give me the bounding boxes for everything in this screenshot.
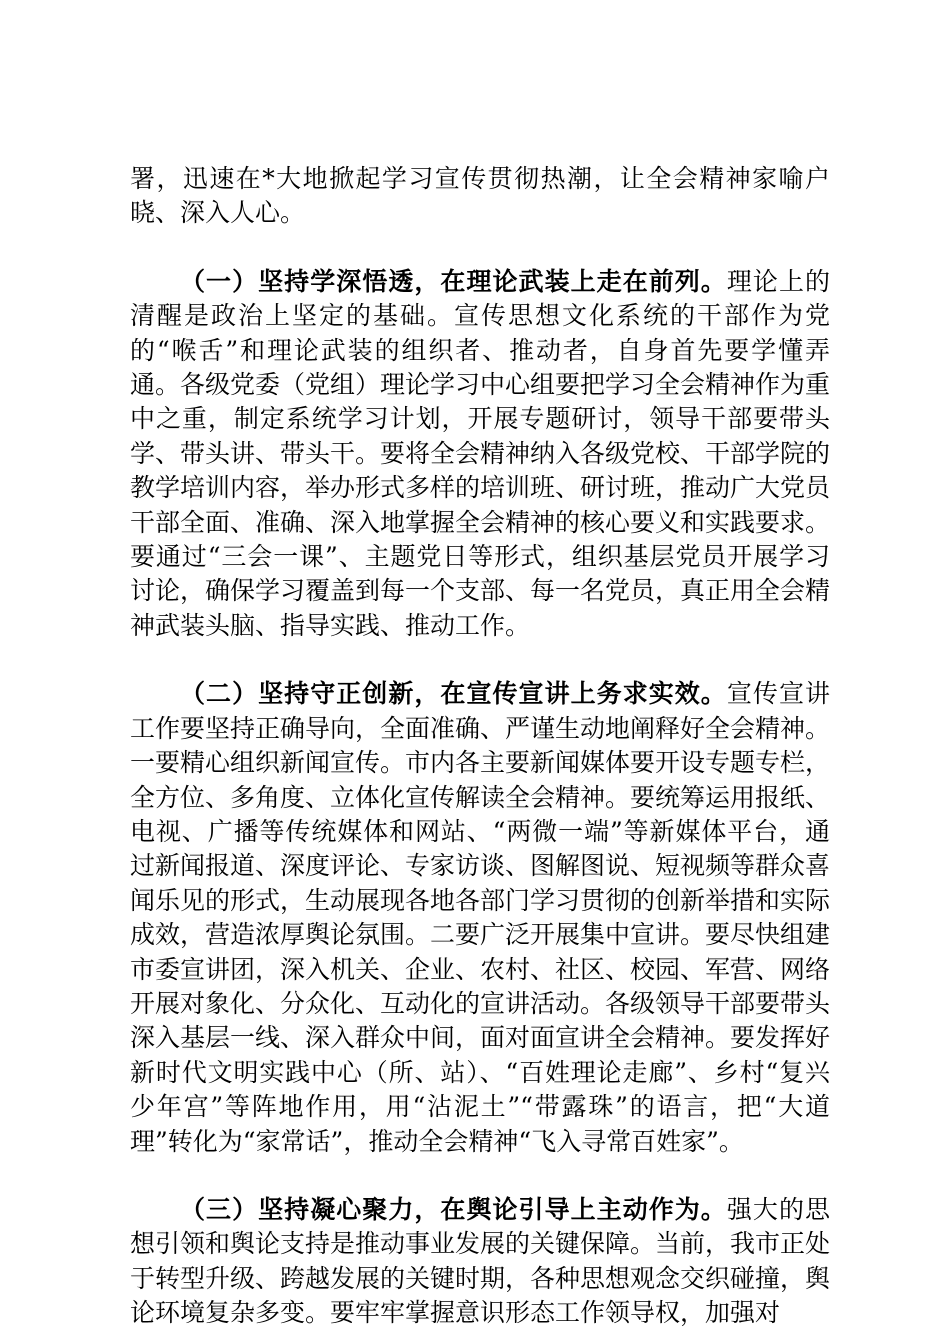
section-heading-2: （二）坚持守正创新，在宣传宣讲上务求实效。 <box>180 679 727 709</box>
paragraph-text: 强大的思想引领和舆论支持是推动事业发展的关键保障。当前，我市正处于转型升级、跨越发展的关键时期，各种思想观念交织碰撞，舆论环境复杂多变。要牢牢掌握意识形态工作领导权，加强对 <box>130 1194 831 1328</box>
paragraph-text: 宣传宣讲工作要坚持正确导向，全面准确、严谨生动地阐释好全会精神。一要精心组织新闻宣传。市内各主要新闻媒体要开设专题专栏，全方位、多角度、立体化宣传解读全会精神。要统筹运用报纸、电视、广播等传统媒体和网站、“两微一端”等新媒体平台，通过新闻报道、深度评论、专家访谈、图解图说、短视频等群众喜闻乐见的形式，生动展现各地各部门学习贯彻的创新举措和实际成效，营造浓厚舆论氛围。二要广泛开展集中宣讲。要尽快组建市委宣讲团，深入机关、企业、农村、社区、校园、军营、网络开展对象化、分众化、互动化的宣讲活动。各级领导干部要带头深入基层一线、深入群众中间，面对面宣讲全会精神。要发挥好新时代文明实践中心（所、站）、“百姓理论走廊”、乡村“复兴少年宫”等阵地作用，用“沾泥土”“带露珠”的语言，把“大道理”转化为“家常话”，推动全会精神“飞入寻常百姓家”。 <box>130 679 831 1156</box>
section-heading-1: （一）坚持学深悟透，在理论武装上走在前列。 <box>180 266 727 296</box>
paragraph-text: 理论上的清醒是政治上坚定的基础。宣传思想文化系统的干部作为党的“喉舌”和理论武装的组织者、推动者，自身首先要学懂弄通。各级党委（党组）理论学习中心组要把学习全会精神作为重中之重，制定系统学习计划，开展专题研讨，领导干部要带头学、带头讲、带头干。要将全会精神纳入各级党校、干部学院的教学培训内容，举办形式多样的培训班、研讨班，推动广大党员干部全面、准确、深入地掌握全会精神的核心要义和实践要求。要通过“三会一课”、主题党日等形式，组织基层党员开展学习讨论，确保学习覆盖到每一个支部、每一名党员，真正用全会精神武装头脑、指导实践、推动工作。 <box>130 266 831 640</box>
document-page <box>130 162 830 1331</box>
section-heading-3: （三）坚持凝心聚力，在舆论引导上主动作为。 <box>180 1194 727 1224</box>
paragraph-section-2 <box>130 677 830 1159</box>
paragraph-continuation <box>130 162 830 231</box>
paragraph-section-3 <box>130 1193 830 1331</box>
paragraph-section-1 <box>130 265 830 643</box>
paragraph-text: 署，迅速在*大地掀起学习宣传贯彻热潮，让全会精神家喻户晓、深入人心。 <box>130 164 830 228</box>
